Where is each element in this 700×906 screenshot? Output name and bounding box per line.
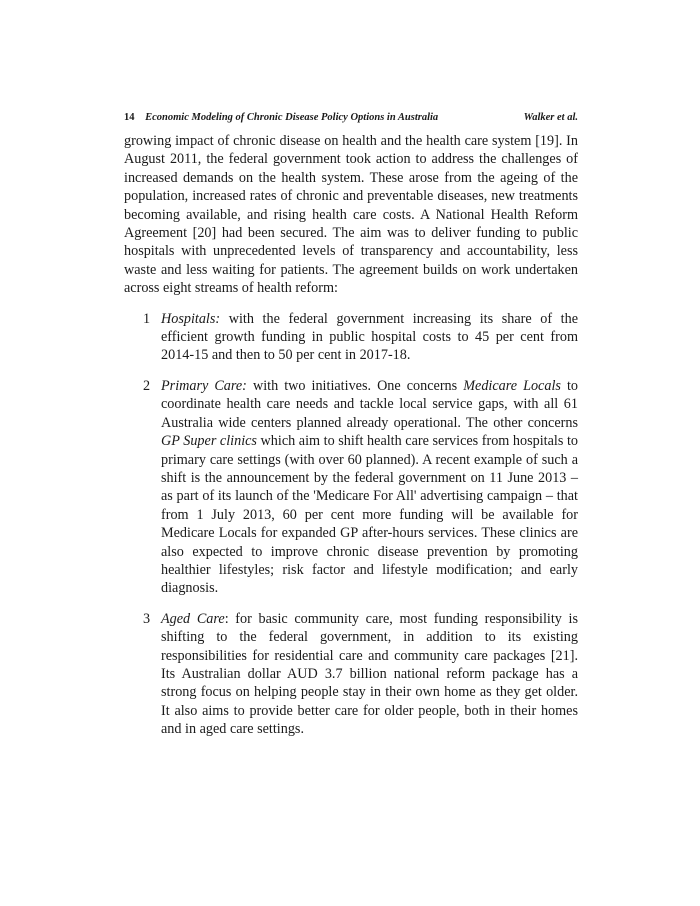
list-item-term: Aged Care	[161, 610, 225, 627]
reform-streams-list	[124, 310, 578, 739]
list-item-body-c: which aim to shift health care services from hospitals to primary care settings (with over 60 planned). A recent example of such a shift is the announcement by the federal government on 11 June 2013 – as part of its launch of the 'Medicare For All' advertising campaign – that from 1 July 2013, 60 per cent more funding will be available for Medicare Locals for expanded GP after-hours services. These clinics are also expected to improve chronic disease prevention by promoting healthier lifestyles; risk factor and lifestyle modification; and early diagnosis.	[161, 433, 578, 597]
list-item-body: with the federal government increasing its share of the efficient growth funding in public hospital costs to 45 per cent from 2014-15 and then to 50 per cent in 2017-18.	[161, 310, 578, 364]
list-item-text	[161, 610, 578, 739]
list-item-primary-care	[124, 377, 578, 598]
running-title-group	[124, 112, 438, 123]
running-header	[124, 112, 578, 123]
page-body	[124, 132, 578, 751]
list-item-text	[161, 310, 578, 365]
list-item-term: Hospitals:	[161, 310, 221, 327]
list-item-number: 2	[143, 377, 151, 394]
list-item-term: Primary Care:	[161, 377, 247, 394]
list-item-text	[161, 377, 578, 598]
intro-paragraph: growing impact of chronic disease on health and the health care system [19]. In August 2011, the federal government took action to address the challenges of increased demands on the health system. These arose from the ageing of the population, increased rates of chronic and preventable diseases, new treatments becoming available, and rising health care costs. A National Health Reform Agreement [20] had been secured. The aim was to deliver funding to public hospitals with unprecedented levels of transparency and accountability, less waste and less waiting for patients. The agreement builds on work undertaken across eight streams of health reform:	[124, 133, 578, 297]
list-item-body-a: with two initiatives. One concerns	[246, 377, 464, 394]
list-item-aged-care	[124, 610, 578, 739]
list-item-italic-gp-super-clinics: GP Super clinics	[161, 433, 257, 450]
list-item-hospitals	[124, 310, 578, 365]
list-item-italic-medicare-locals: Medicare Locals	[463, 377, 561, 394]
page-number: 14	[124, 112, 135, 123]
list-item-body: : for basic community care, most funding responsibility is shifting to the federal government, in addition to its existing responsibilities for residential care and community care packages [21]. Its Australian dollar AUD 3.7 billion national reform package has a strong focus on helping people stay in their own home as they get older. It also aims to provide better care for older people, both in their homes and in aged care settings.	[161, 610, 579, 738]
list-item-body-b: to coordinate health care needs and tackle local service gaps, with all 61 Australia wide centers planned already operational. The other concerns	[161, 377, 578, 431]
running-authors: Walker et al.	[523, 112, 578, 123]
running-title: Economic Modeling of Chronic Disease Policy Options in Australia	[145, 112, 439, 123]
list-item-number: 1	[143, 310, 151, 327]
list-item-number: 3	[143, 610, 151, 627]
